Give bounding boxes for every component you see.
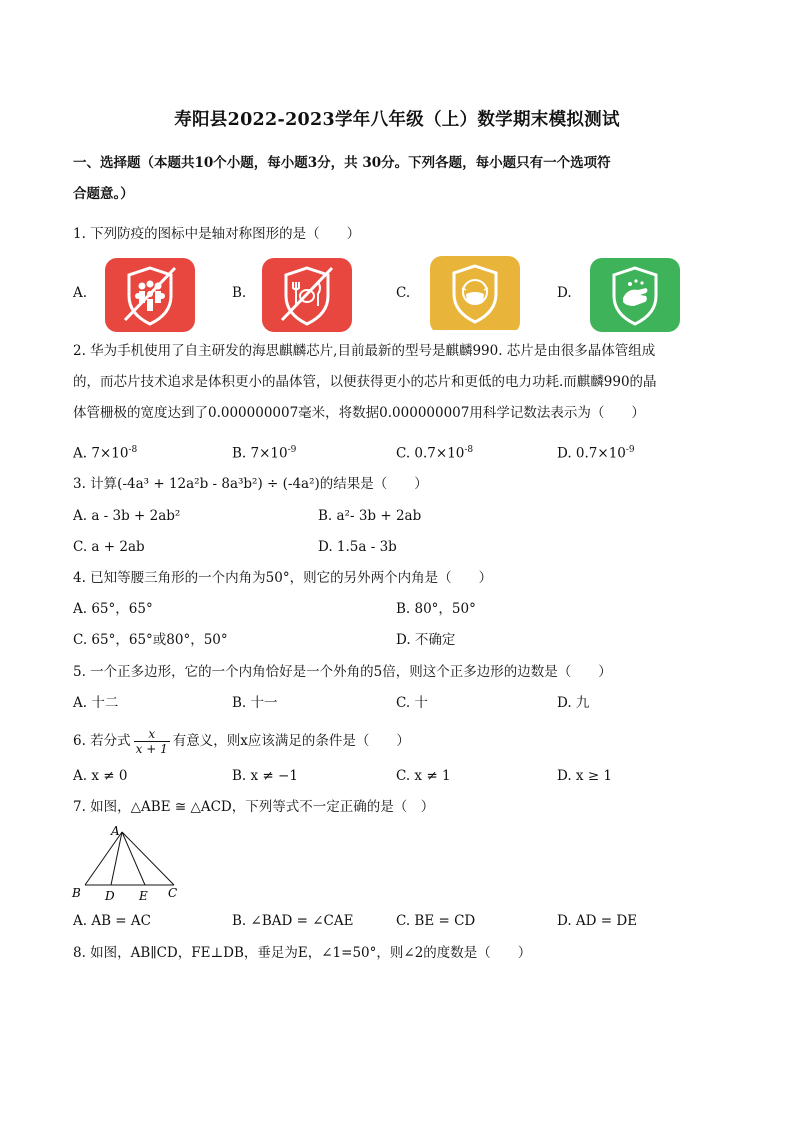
section-heading — [73, 148, 723, 210]
q4-option-a: A. 65°，65° — [73, 601, 153, 617]
q5-option-b: B. 十一 — [232, 695, 278, 711]
q3-option-c: C. a + 2ab — [73, 539, 145, 555]
q6-option-c: C. x ≠ 1 — [396, 768, 451, 784]
section-heading-line2: 合题意。） — [73, 186, 134, 202]
q7-option-c: C. BE = CD — [396, 913, 476, 929]
fraction: $\frac{x}{x + 1}$ — [135, 727, 168, 756]
q3-option-d: D. 1.5a - 3b — [318, 539, 397, 555]
q7-option-d: D. AD = DE — [557, 913, 638, 929]
q2-stem-line3: 体管栅极的宽度达到了0.000000007毫米，将数据0.000000007用科学记数法表示为（ ） — [73, 405, 645, 421]
q6-stem: 6. 若分式 $\frac{x}{x + 1}$ 有意义，则x应该满足的条件是（ ） — [73, 727, 410, 756]
q6-option-d: D. x ≥ 1 — [557, 768, 613, 784]
section-heading-line1: 一、选择题（本题共10个小题，每小题3分，共 30分。下列各题，每小题只有一个选项符 — [73, 155, 611, 171]
q2-option-a: A. $7\times 10^{-8}$ — [73, 445, 138, 462]
crowd-prohibited-shield-icon — [105, 258, 195, 332]
q8-stem: 8. 如图，AB∥CD，FE⊥DB，垂足为E，∠1=50°，则∠2的度数是（ ） — [73, 945, 532, 961]
q4-option-b: B. 80°，50° — [396, 601, 476, 617]
q6-option-a: A. x ≠ 0 — [73, 768, 128, 784]
q2-option-d: D. $0.7\times 10^{-9}$ — [557, 445, 635, 462]
q7-option-b: B. ∠BAD = ∠CAE — [232, 913, 354, 929]
q1-stem: 1. 下列防疫的图标中是轴对称图形的是（ ） — [73, 226, 361, 242]
no-dining-shield-icon — [262, 258, 352, 332]
hand-sanitize-shield-icon — [590, 258, 680, 332]
q2-stem — [73, 336, 723, 429]
q1-option-b: B. — [232, 285, 247, 301]
q3-option-a: A. a - 3b + 2ab² — [73, 508, 181, 524]
q5-stem: 5. 一个正多边形，它的一个内角恰好是一个外角的5倍，则这个正多边形的边数是（ ） — [73, 664, 612, 680]
q4-option-c: C. 65°，65°或80°，50° — [73, 632, 228, 648]
q1-option-d: D. — [557, 285, 572, 301]
q4-option-d: D. 不确定 — [396, 632, 456, 648]
q2-option-c: C. $0.7\times 10^{-8}$ — [396, 445, 474, 462]
q2-option-b: B. $7\times 10^{-9}$ — [232, 445, 297, 462]
label-e: E — [139, 889, 148, 903]
page-title: 寿阳县2022-2023学年八年级（上）数学期末模拟测试 — [174, 110, 620, 130]
q7-option-a: A. AB = AC — [73, 913, 151, 929]
q6-option-b: B. x ≠ −1 — [232, 768, 298, 784]
q2-stem-line2: 的，而芯片技术追求是体积更小的晶体管，以便获得更小的芯片和更低的电力功耗.而麒麟990的晶 — [73, 374, 657, 390]
q3-option-b: B. a²- 3b + 2ab — [318, 508, 422, 524]
q5-option-d: D. 九 — [557, 695, 590, 711]
q1-option-a: A. — [73, 285, 88, 301]
q3-stem: 3. 计算(-4a³ + 12a²b - 8a³b²) ÷ (-4a²)的结果是（ ） — [73, 476, 428, 492]
label-d: D — [105, 889, 115, 903]
label-a: A — [111, 824, 120, 838]
q7-stem: 7. 如图，△ABE ≅ △ACD，下列等式不一定正确的是（ ） — [73, 799, 435, 815]
label-b: B — [72, 886, 81, 900]
label-c: C — [168, 886, 178, 900]
q2-stem-line1: 2. 华为手机使用了自主研发的海思麒麟芯片,目前最新的型号是麒麟990. 芯片是由很多晶体管组成 — [73, 343, 656, 359]
q1-option-c: C. — [396, 285, 411, 301]
q4-stem: 4. 已知等腰三角形的一个内角为50°，则它的另外两个内角是（ ） — [73, 570, 493, 586]
triangle-figure — [68, 822, 188, 904]
mask-shield-icon — [430, 256, 520, 330]
q5-option-a: A. 十二 — [73, 695, 119, 711]
q5-option-c: C. 十 — [396, 695, 428, 711]
